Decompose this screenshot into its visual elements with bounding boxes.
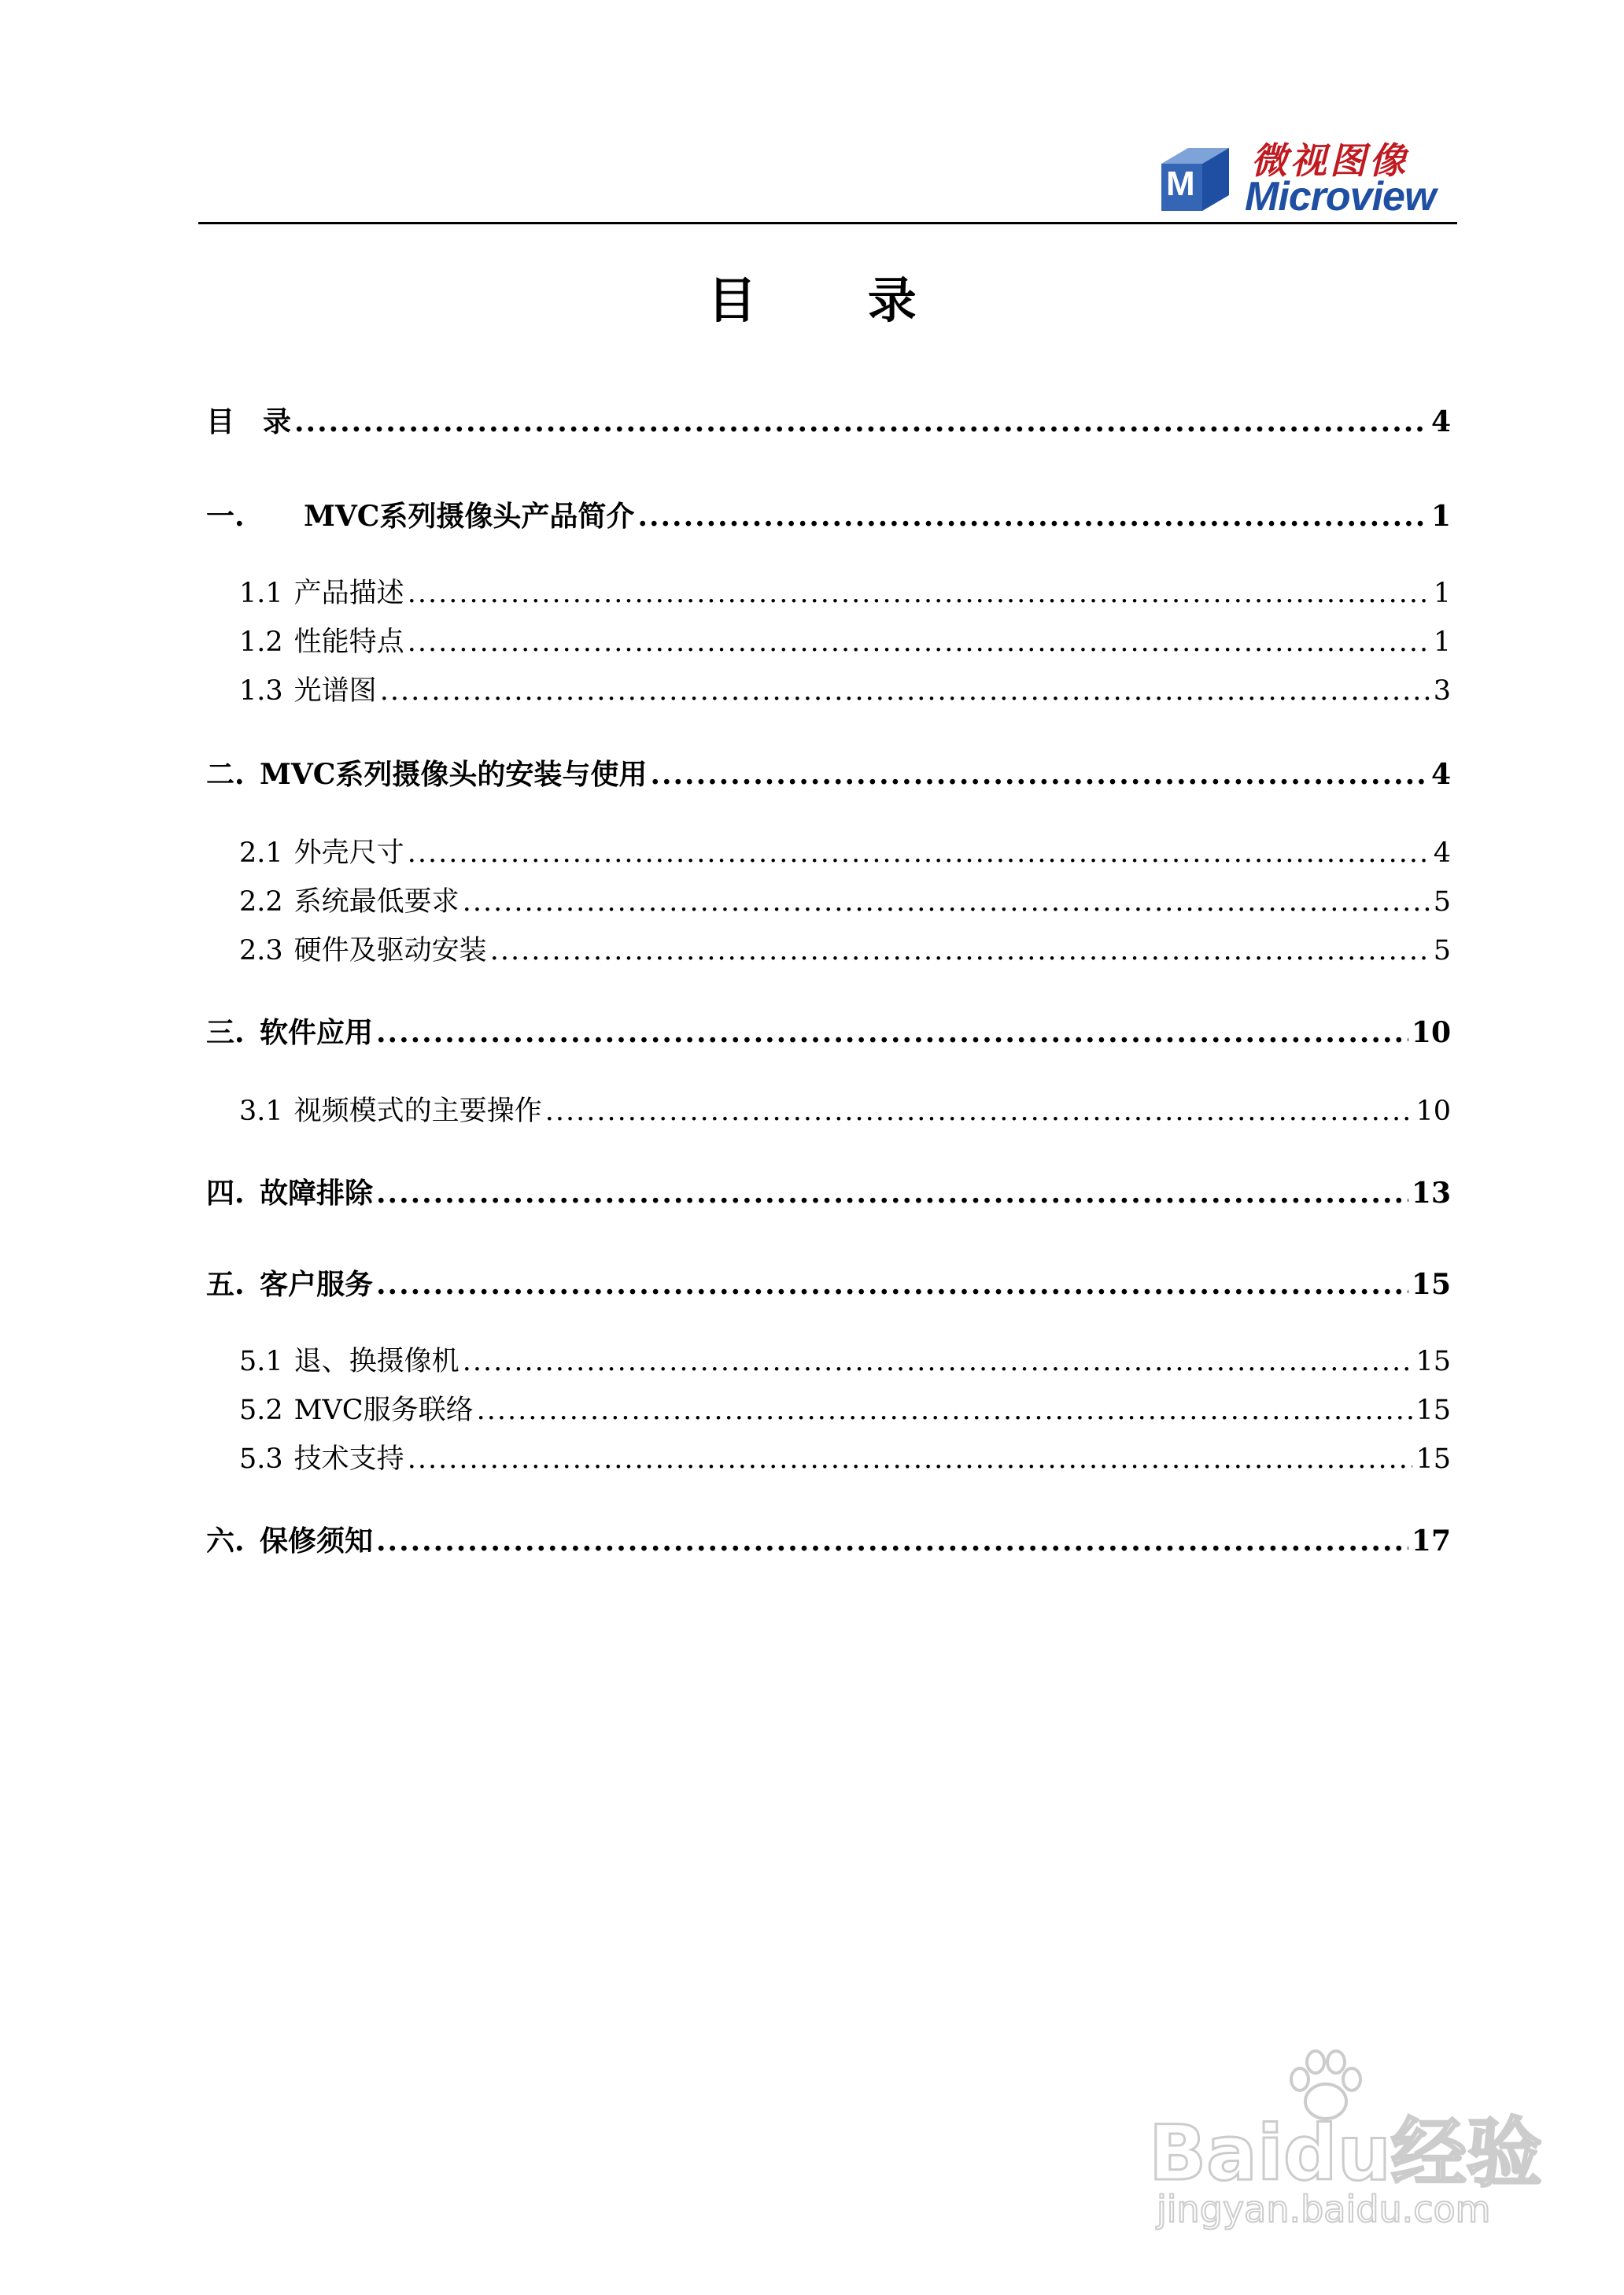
toc-entry[interactable] — [206, 1089, 1451, 1129]
toc-entry[interactable] — [206, 1437, 1451, 1476]
toc-dot-leader — [490, 935, 1430, 966]
toc-entry-label: 系统最低要求 — [293, 886, 460, 918]
toc-entry-number: 二. — [206, 758, 245, 791]
toc-entry-page: 1 — [1430, 500, 1451, 533]
toc-entry-page: 1 — [1433, 626, 1451, 658]
toc-entry-number: 1.2 — [239, 626, 283, 658]
toc-dot-leader — [376, 1524, 1408, 1558]
svg-text:M: M — [1166, 164, 1195, 203]
toc-entry-number: 3.1 — [239, 1096, 283, 1127]
toc-entry-label: MVC系列摄像头的安装与使用 — [260, 758, 648, 791]
toc-entry[interactable] — [206, 620, 1451, 660]
toc-entry-page: 4 — [1430, 405, 1451, 438]
toc-entry-label: 产品描述 — [293, 578, 404, 609]
toc-entry-page: 5 — [1433, 886, 1451, 918]
toc-entry-number: 2.1 — [239, 837, 283, 869]
toc-entry-label: 硬件及驱动安装 — [293, 935, 487, 966]
toc-entry-number: 目 录 — [206, 405, 292, 438]
toc-entry-label: 视频模式的主要操作 — [293, 1096, 542, 1127]
toc-entry-page: 15 — [1411, 1268, 1451, 1301]
toc-entry-number: 5.1 — [239, 1346, 283, 1377]
toc-entry-number: 三. — [206, 1016, 245, 1049]
toc-entry-page: 15 — [1415, 1395, 1451, 1426]
toc-entry[interactable] — [206, 571, 1451, 611]
toc-dot-leader — [408, 578, 1430, 609]
toc-dot-leader — [408, 837, 1430, 869]
toc-dot-leader — [545, 1096, 1413, 1127]
toc-entry[interactable] — [206, 880, 1451, 919]
toc-entry-page: 15 — [1415, 1443, 1451, 1475]
toc-dot-leader — [408, 626, 1430, 658]
toc-entry-page: 5 — [1433, 935, 1451, 966]
toc-entry[interactable] — [206, 1388, 1451, 1428]
toc-entry[interactable] — [206, 1262, 1451, 1303]
toc-dot-leader — [376, 1268, 1408, 1301]
toc-entry-page: 10 — [1411, 1016, 1451, 1049]
toc-entry-page: 3 — [1433, 675, 1451, 707]
toc-entry[interactable] — [206, 1340, 1451, 1379]
toc-entry-label: 外壳尺寸 — [293, 837, 404, 869]
baidu-jingyan-watermark — [1149, 2046, 1542, 2251]
toc-entry[interactable] — [206, 1519, 1451, 1559]
toc-entry-label: MVC系列摄像头产品简介 — [304, 500, 635, 533]
toc-entry-label: 客户服务 — [260, 1268, 374, 1301]
toc-entry-page: 15 — [1415, 1346, 1451, 1377]
toc-dot-leader — [376, 1177, 1408, 1210]
toc-entry-page: 13 — [1411, 1177, 1451, 1210]
toc-entry[interactable] — [206, 1171, 1451, 1211]
toc-entry-number: 5.2 — [239, 1395, 283, 1426]
toc-entry-number: 1.3 — [239, 675, 283, 707]
toc-entry[interactable] — [206, 400, 1451, 440]
toc-entry[interactable] — [206, 1011, 1451, 1051]
toc-entry-label: MVC服务联络 — [293, 1395, 474, 1426]
toc-entry-number: 1.1 — [239, 578, 283, 609]
toc-entry[interactable] — [206, 669, 1451, 708]
toc-entry-page: 17 — [1411, 1524, 1451, 1558]
toc-entry-label: 退、换摄像机 — [293, 1346, 460, 1377]
toc-dot-leader — [380, 675, 1430, 707]
toc-entry-label: 技术支持 — [293, 1443, 404, 1475]
toc-entry-number: 一. — [206, 500, 245, 533]
toc-entry-page: 10 — [1415, 1096, 1451, 1127]
toc-entry-page: 4 — [1433, 837, 1451, 869]
logo-english-name: Microview — [1245, 174, 1436, 220]
toc-entry-number: 2.2 — [239, 886, 283, 918]
watermark-url: jingyan.baidu.com — [1157, 2188, 1491, 2230]
toc-entry-number: 四. — [206, 1177, 245, 1210]
table-of-contents — [206, 0, 1451, 2295]
toc-entry[interactable] — [206, 929, 1451, 968]
toc-entry-label: 保修须知 — [260, 1524, 374, 1558]
toc-dot-leader — [294, 405, 1428, 438]
toc-entry[interactable] — [206, 494, 1451, 534]
toc-entry-label: 光谱图 — [293, 675, 377, 707]
toc-entry-page: 4 — [1430, 758, 1451, 791]
toc-dot-leader — [477, 1395, 1413, 1426]
toc-entry[interactable] — [206, 752, 1451, 793]
toc-dot-leader — [650, 758, 1428, 791]
toc-entry-label: 性能特点 — [293, 626, 404, 658]
toc-entry-label: 故障排除 — [260, 1177, 374, 1210]
toc-dot-leader — [637, 500, 1428, 533]
toc-entry[interactable] — [206, 831, 1451, 870]
toc-entry-number: 五. — [206, 1268, 245, 1301]
toc-entry-number: 六. — [206, 1524, 245, 1558]
logo-chinese-name: 微视图像 — [1251, 139, 1408, 182]
toc-entry-number: 2.3 — [239, 935, 283, 966]
toc-entry-label: 软件应用 — [260, 1016, 374, 1049]
toc-entry-number: 5.3 — [239, 1443, 283, 1475]
toc-entry-page: 1 — [1433, 578, 1451, 609]
watermark-brand: Baidu经验 — [1149, 2109, 1542, 2197]
toc-dot-leader — [376, 1016, 1408, 1049]
toc-dot-leader — [463, 1346, 1413, 1377]
toc-dot-leader — [463, 886, 1430, 918]
toc-dot-leader — [408, 1443, 1413, 1475]
page-title: 目 录 — [707, 272, 964, 329]
